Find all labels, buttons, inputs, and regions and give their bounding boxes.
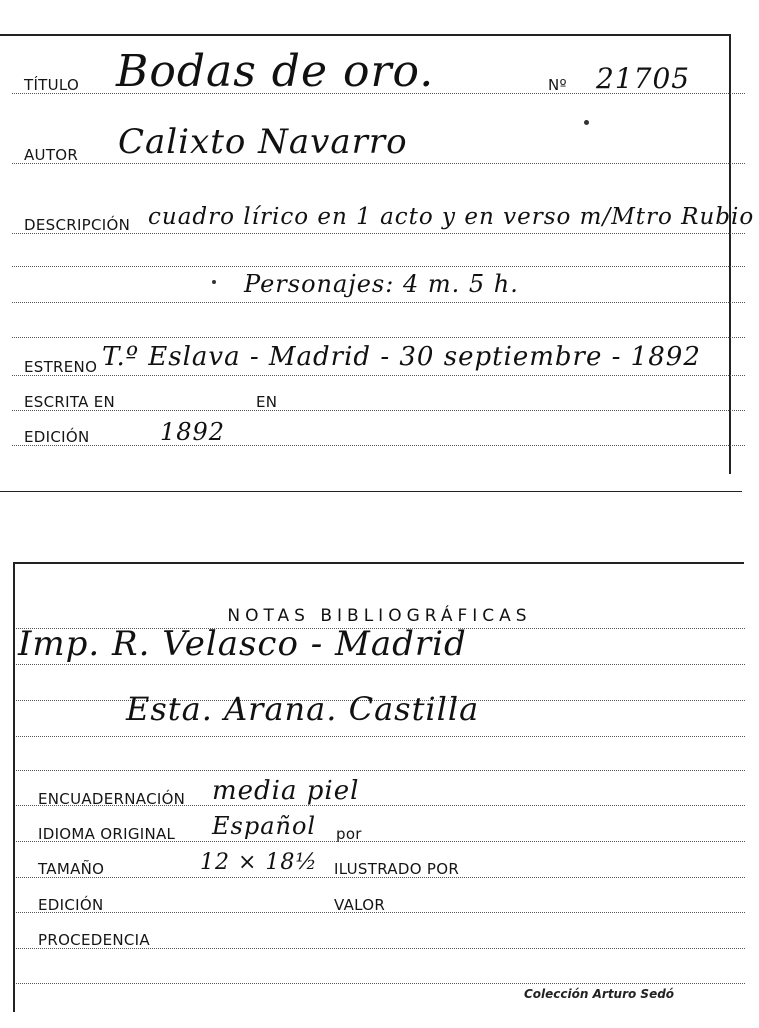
numero-label: Nº bbox=[548, 76, 567, 94]
edicion-value: 1892 bbox=[160, 418, 226, 446]
rule-line bbox=[12, 302, 745, 303]
tamano-label: TAMAÑO bbox=[38, 860, 105, 878]
notas-line-2: Esta. Arana. Castilla bbox=[126, 690, 480, 728]
rule-line bbox=[12, 266, 745, 267]
collection-footer: Colección Arturo Sedó bbox=[524, 987, 675, 1001]
catalog-card-bottom bbox=[0, 540, 759, 1028]
rule-line bbox=[12, 410, 745, 411]
rule-line bbox=[16, 770, 745, 771]
encuadernacion-label: ENCUADERNACIÓN bbox=[38, 790, 186, 808]
encuadernacion-value: media piel bbox=[212, 776, 360, 806]
ink-speck bbox=[584, 120, 589, 125]
titulo-label: TÍTULO bbox=[24, 76, 80, 94]
estreno-label: ESTRENO bbox=[24, 358, 98, 376]
autor-value: Calixto Navarro bbox=[118, 122, 408, 162]
card-top-border bbox=[0, 34, 730, 36]
card-bottom-edge bbox=[0, 491, 742, 492]
escrita-en-en-label: EN bbox=[256, 393, 278, 411]
rule-line bbox=[12, 375, 745, 376]
card-top-border bbox=[14, 562, 744, 564]
procedencia-label: PROCEDENCIA bbox=[38, 931, 150, 949]
ilustrado-por-label: ILUSTRADO POR bbox=[334, 860, 460, 878]
idioma-original-value: Español bbox=[212, 812, 317, 840]
rule-line bbox=[12, 445, 745, 446]
descripcion-label: DESCRIPCIÓN bbox=[24, 216, 131, 234]
card-right-border bbox=[729, 34, 731, 474]
estreno-value: T.º Eslava - Madrid - 30 septiembre - 1892 bbox=[102, 342, 701, 372]
titulo-value: Bodas de oro. bbox=[116, 46, 435, 97]
notas-bibliograficas-title: NOTAS BIBLIOGRÁFICAS bbox=[227, 606, 532, 626]
descripcion-value-line2: Personajes: 4 m. 5 h. bbox=[244, 270, 519, 298]
notas-line-1: Imp. R. Velasco - Madrid bbox=[18, 624, 467, 664]
rule-line bbox=[16, 736, 745, 737]
rule-line bbox=[16, 983, 745, 984]
edicion-label-bottom: EDICIÓN bbox=[38, 896, 104, 914]
edicion-label: EDICIÓN bbox=[24, 428, 90, 446]
ink-speck bbox=[212, 280, 216, 284]
numero-value: 21705 bbox=[596, 62, 691, 95]
escrita-en-label: ESCRITA EN bbox=[24, 393, 116, 411]
por-label: por bbox=[336, 825, 362, 843]
rule-line bbox=[12, 337, 745, 338]
rule-line bbox=[16, 664, 745, 665]
catalog-card-top bbox=[0, 0, 759, 500]
autor-label: AUTOR bbox=[24, 146, 79, 164]
tamano-value: 12 × 18½ bbox=[200, 850, 318, 875]
descripcion-value: cuadro lírico en 1 acto y en verso m/Mtro Rubio bbox=[148, 204, 755, 230]
idioma-original-label: IDIOMA ORIGINAL bbox=[38, 825, 176, 843]
rule-line bbox=[12, 163, 745, 164]
card-left-border bbox=[13, 562, 15, 1012]
valor-label: VALOR bbox=[334, 896, 386, 914]
